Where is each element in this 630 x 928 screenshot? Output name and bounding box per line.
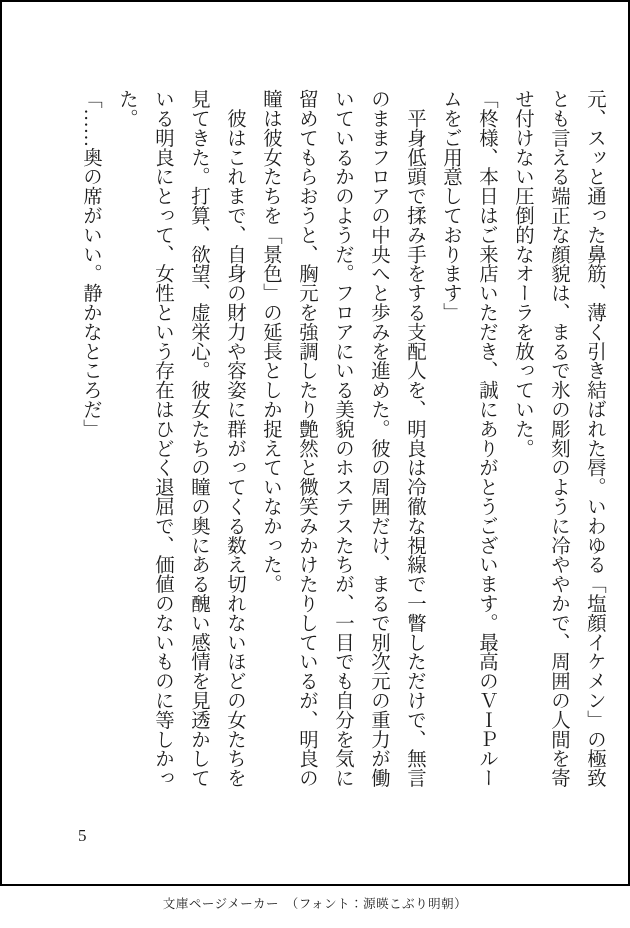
paragraph: 平身低頭で揉み手をする支配人を、明良は冷徹な視線で一瞥しただけで、無言のままフロアの中央へと歩みを進めた。彼の周囲だけ、まるで別次元の重力が働いているかのようだ。フロアにいる美貌のホステスたちが、一目でも自分を気に留めてもらおうと、胸元を強調したり艶然と微笑みかけたりしているが、明良の瞳は彼女たちを「景色」の延長としか捉えていなかった。: [260, 89, 425, 788]
body-text: [72, 89, 612, 789]
paragraph: 元、スッと通った鼻筋、薄く引き結ばれた唇。いわゆる「塩顔イケメン」の極致とも言える端正な顔貌は、まるで氷の彫刻のように冷ややかで、周囲の人間を寄せ付けない圧倒的なオーラを放っていた。: [512, 89, 605, 788]
paragraph: 「……奥の席がいい。静かなところだ」: [80, 89, 101, 439]
footer-caption: 文庫ページメーカー （フォント：源暎こぶり明朝）: [162, 897, 468, 911]
page-number: 5: [78, 826, 87, 845]
paragraph: 「柊様、本日はご来店いただき、誠にありがとうございます。最高のＶＩＰルームをご用意しております」: [440, 89, 497, 788]
paragraph: 彼はこれまで、自身の財力や容姿に群がってくる数え切れないほどの女たちを見てきた。打算、欲望、虚栄心。彼女たちの瞳の奥にある醜い感情を見透かしている明良にとって、女性という存在はひどく退屈で、価値のないものに等しかった。: [116, 89, 245, 788]
